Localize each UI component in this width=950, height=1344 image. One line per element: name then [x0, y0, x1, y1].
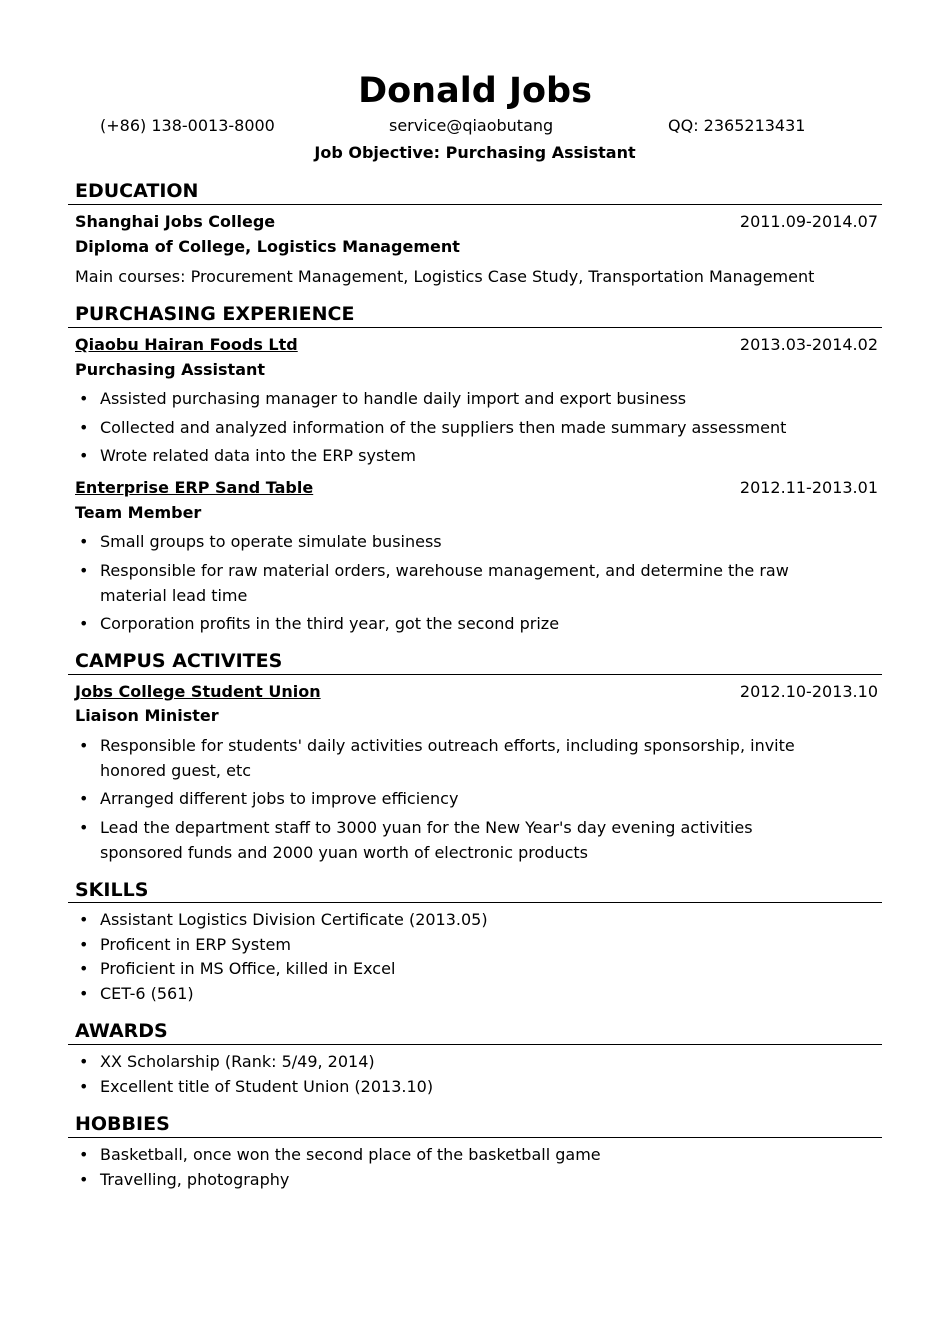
bullet-icon: •	[79, 614, 89, 633]
email-address: service@qiaobutang	[389, 116, 554, 135]
bullet-icon: •	[79, 532, 89, 551]
section-divider	[68, 327, 882, 328]
degree: Diploma of College, Logistics Management	[75, 237, 460, 256]
bullet-item: Assisted purchasing manager to handle daily import and export business	[100, 389, 687, 408]
bullet-icon: •	[79, 984, 89, 1003]
bullet-item-continuation: material lead time	[100, 586, 248, 605]
bullet-item: Small groups to operate simulate business	[100, 532, 442, 551]
bullet-icon: •	[79, 959, 89, 978]
bullet-icon: •	[79, 789, 89, 808]
skill-item: Proficent in ERP System	[100, 935, 291, 954]
bullet-icon: •	[79, 389, 89, 408]
bullet-icon: •	[79, 910, 89, 929]
bullet-icon: •	[79, 1145, 89, 1164]
section-divider	[68, 1044, 882, 1045]
section-divider	[68, 674, 882, 675]
phone-number: (+86) 138-0013-8000	[100, 116, 275, 135]
job-role: Purchasing Assistant	[75, 360, 266, 379]
organization-name: Jobs College Student Union	[75, 682, 321, 701]
bullet-item: Lead the department staff to 3000 yuan for the New Year's day evening activities	[100, 818, 753, 837]
section-title-purchasing-experience: PURCHASING EXPERIENCE	[75, 303, 355, 325]
award-item: XX Scholarship (Rank: 5/49, 2014)	[100, 1052, 375, 1071]
hobby-item: Basketball, once won the second place of the basketball game	[100, 1145, 601, 1164]
school-name: Shanghai Jobs College	[75, 212, 276, 231]
skill-item: Assistant Logistics Division Certificate (2013.05)	[100, 910, 488, 929]
section-title-campus-activities: CAMPUS ACTIVITES	[75, 650, 283, 672]
organization-name: Qiaobu Hairan Foods Ltd	[75, 335, 298, 354]
qq-number: QQ: 2365213431	[668, 116, 806, 135]
bullet-item: Collected and analyzed information of the suppliers then made summary assessment	[100, 418, 787, 437]
section-divider	[68, 902, 882, 903]
skill-item: Proficient in MS Office, killed in Excel	[100, 959, 396, 978]
job-role: Team Member	[75, 503, 202, 522]
bullet-icon: •	[79, 1170, 89, 1189]
bullet-icon: •	[79, 818, 89, 837]
bullet-item-continuation: honored guest, etc	[100, 761, 252, 780]
section-divider	[68, 204, 882, 205]
activity-dates: 2012.10-2013.10	[739, 682, 878, 701]
main-courses: Main courses: Procurement Management, Logistics Case Study, Transportation Management	[75, 267, 815, 286]
award-item: Excellent title of Student Union (2013.10)	[100, 1077, 434, 1096]
education-dates: 2011.09-2014.07	[739, 212, 878, 231]
activity-role: Liaison Minister	[75, 706, 219, 725]
bullet-icon: •	[79, 446, 89, 465]
candidate-name: Donald Jobs	[358, 71, 592, 111]
organization-name: Enterprise ERP Sand Table	[75, 478, 314, 497]
experience-dates: 2012.11-2013.01	[739, 478, 878, 497]
section-title-skills: SKILLS	[75, 879, 149, 901]
skill-item: CET-6 (561)	[100, 984, 194, 1003]
section-title-awards: AWARDS	[75, 1020, 168, 1042]
bullet-item: Wrote related data into the ERP system	[100, 446, 417, 465]
hobby-item: Travelling, photography	[100, 1170, 290, 1189]
section-title-hobbies: HOBBIES	[75, 1113, 170, 1135]
bullet-icon: •	[79, 561, 89, 580]
bullet-icon: •	[79, 418, 89, 437]
section-divider	[68, 1137, 882, 1138]
bullet-item: Responsible for raw material orders, warehouse management, and determine the raw	[100, 561, 789, 580]
bullet-item: Corporation profits in the third year, got the second prize	[100, 614, 560, 633]
bullet-item: Arranged different jobs to improve efficiency	[100, 789, 459, 808]
bullet-icon: •	[79, 1052, 89, 1071]
experience-dates: 2013.03-2014.02	[739, 335, 878, 354]
bullet-item: Responsible for students' daily activities outreach efforts, including sponsorship, invite	[100, 736, 795, 755]
bullet-icon: •	[79, 935, 89, 954]
bullet-item-continuation: sponsored funds and 2000 yuan worth of electronic products	[100, 843, 589, 862]
bullet-icon: •	[79, 736, 89, 755]
section-title-education: EDUCATION	[75, 180, 199, 202]
bullet-icon: •	[79, 1077, 89, 1096]
job-objective: Job Objective: Purchasing Assistant	[314, 143, 636, 162]
